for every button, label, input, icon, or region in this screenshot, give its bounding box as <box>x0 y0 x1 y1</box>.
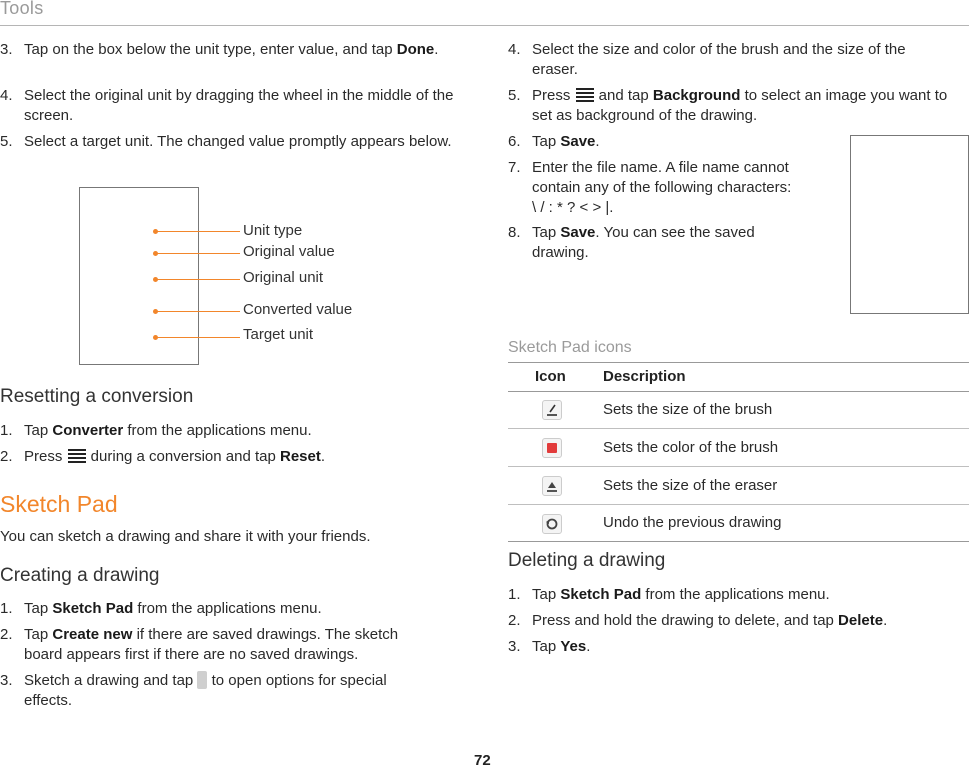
callout-converted-value: Converted value <box>243 301 353 318</box>
header-divider <box>0 25 969 26</box>
column-header: Icon <box>535 368 566 385</box>
list-item: 2. Press and hold the drawing to delete, and tap Delete. <box>508 612 888 629</box>
resetting-heading: Resetting a conversion <box>0 386 194 407</box>
list-item: 1. Tap Converter from the applications menu. <box>0 422 312 439</box>
callout-unit-type: Unit type <box>243 222 303 239</box>
menu-icon <box>575 88 595 102</box>
brush-color-icon <box>542 438 562 458</box>
list-item: 1. Tap Sketch Pad from the applications menu. <box>508 586 830 603</box>
list-item: 8. Tap Save. You can see the saved drawing. <box>508 224 755 261</box>
list-item: 6. Tap Save. <box>508 133 600 150</box>
table-caption: Sketch Pad icons <box>508 339 632 356</box>
table-bottom-rule <box>508 541 969 542</box>
eraser-size-icon <box>542 476 562 496</box>
list-item: 3. Tap Yes. <box>508 638 591 655</box>
brush-size-icon <box>542 400 562 420</box>
list-item: 1. Tap Sketch Pad from the applications menu. <box>0 600 322 617</box>
menu-icon <box>67 449 87 463</box>
page-number: 72 <box>474 752 491 769</box>
list-item: 2. Press during a conversion and tap Reset. <box>0 448 326 465</box>
list-item: 3. Sketch a drawing and tap to open options for special effects. <box>0 672 387 709</box>
page-header-title: Tools <box>0 0 44 18</box>
list-item: 5. Select a target unit. The changed value promptly appears below. <box>0 133 452 150</box>
list-item: 4. Select the size and color of the brush and the size of the eraser. <box>508 41 906 78</box>
column-header: Description <box>603 368 686 385</box>
list-item: 5. Press and tap Background to select an image you want to set as background of the drawing. <box>508 87 948 124</box>
list-item: 3. Tap on the box below the unit type, enter value, and tap Done. <box>0 41 439 58</box>
list-item: 2. Tap Create new if there are saved drawings. The sketch board appears first if there are no saved drawings. <box>0 626 399 663</box>
table-header-rule <box>508 391 969 392</box>
table-top-rule <box>508 362 969 363</box>
callout-original-value: Original value <box>243 243 335 260</box>
sketch-screenshot-placeholder <box>850 135 969 314</box>
callout-target-unit: Target unit <box>243 326 314 343</box>
sketch-pad-intro: You can sketch a drawing and share it with your friends. <box>0 528 371 545</box>
callout-original-unit: Original unit <box>243 269 324 286</box>
creating-heading: Creating a drawing <box>0 565 160 586</box>
list-item: 7. Enter the file name. A file name cannot contain any of the following characters: \ / : * ? < > |. <box>508 159 792 216</box>
converter-screenshot-placeholder <box>79 187 199 365</box>
effects-icon <box>197 671 207 689</box>
step-number: 3. <box>0 41 13 58</box>
list-item: 4. Select the original unit by dragging the wheel in the middle of the screen. <box>0 87 454 124</box>
deleting-heading: Deleting a drawing <box>508 550 666 571</box>
section-title: Sketch Pad <box>0 491 118 517</box>
undo-icon <box>542 514 562 534</box>
